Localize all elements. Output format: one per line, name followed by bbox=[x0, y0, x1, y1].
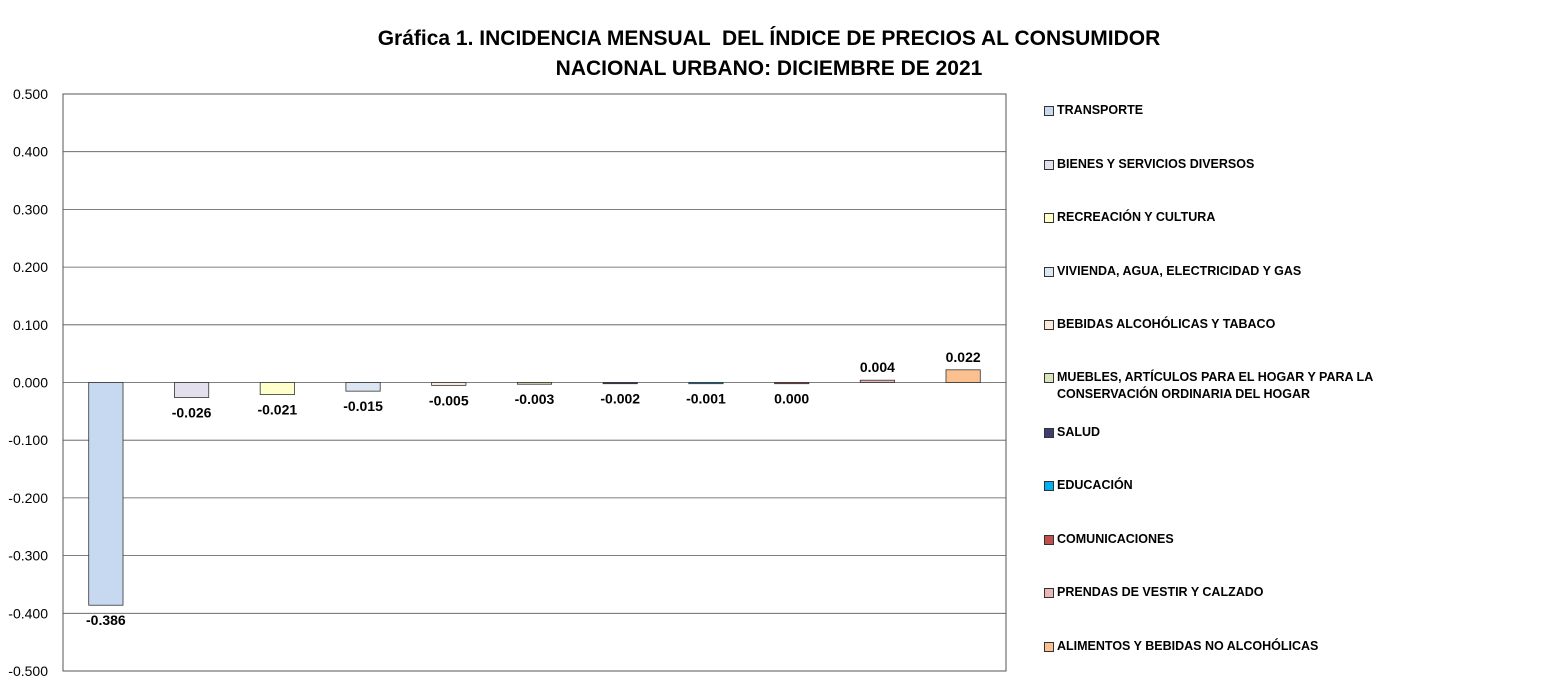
bar-7 bbox=[603, 383, 637, 384]
legend-swatch bbox=[1044, 481, 1054, 491]
y-tick-label: -0.400 bbox=[8, 605, 48, 622]
legend-swatch bbox=[1044, 535, 1054, 545]
legend-item-11 bbox=[1044, 638, 1457, 655]
legend-swatch bbox=[1044, 320, 1054, 330]
legend-item-6 bbox=[1044, 369, 1457, 403]
legend-swatch bbox=[1044, 106, 1054, 116]
y-tick-label: 0.500 bbox=[12, 86, 48, 102]
y-tick-label: 0.100 bbox=[12, 316, 48, 333]
data-label-2: -0.026 bbox=[171, 404, 212, 421]
bar-9 bbox=[775, 383, 809, 384]
data-label-4: -0.015 bbox=[343, 398, 383, 415]
data-label-9: 0.000 bbox=[774, 390, 810, 407]
data-label-1: -0.386 bbox=[86, 612, 126, 629]
y-tick-label: 0.300 bbox=[12, 201, 48, 218]
bar-11 bbox=[946, 370, 980, 383]
bar-3 bbox=[260, 383, 294, 395]
legend-label: BIENES Y SERVICIOS DIVERSOS bbox=[1057, 157, 1255, 171]
bar-1 bbox=[89, 383, 123, 606]
legend-swatch bbox=[1044, 428, 1054, 438]
y-tick-label: 0.400 bbox=[12, 143, 48, 160]
chart-title-line-1: Gráfica 1. INCIDENCIA MENSUAL DEL ÍNDICE DE PRECIOS AL CONSUMIDOR bbox=[377, 27, 1161, 50]
legend-swatch bbox=[1044, 373, 1054, 383]
legend-item-1 bbox=[1044, 102, 1457, 119]
y-tick-label: 0.200 bbox=[12, 259, 48, 276]
legend-swatch bbox=[1044, 213, 1054, 223]
y-tick-label: 0.000 bbox=[12, 374, 48, 391]
legend-item-5 bbox=[1044, 316, 1457, 333]
legend-item-2 bbox=[1044, 156, 1457, 173]
y-tick-label: -0.200 bbox=[8, 489, 48, 506]
data-label-6: -0.003 bbox=[514, 391, 555, 408]
legend-label: ALIMENTOS Y BEBIDAS NO ALCOHÓLICAS bbox=[1057, 639, 1319, 653]
bar-4 bbox=[346, 383, 380, 392]
chart-title-line-2: NACIONAL URBANO: DICIEMBRE DE 2021 bbox=[555, 57, 983, 80]
data-label-8: -0.001 bbox=[686, 390, 726, 407]
data-label-3: -0.021 bbox=[257, 401, 298, 418]
data-label-5: -0.005 bbox=[428, 392, 469, 409]
legend-label: PRENDAS DE VESTIR Y CALZADO bbox=[1057, 585, 1264, 599]
legend-label: VIVIENDA, AGUA, ELECTRICIDAD Y GAS bbox=[1057, 264, 1302, 278]
legend-label: SALUD bbox=[1057, 425, 1101, 439]
legend-label: TRANSPORTE bbox=[1057, 103, 1144, 117]
legend-item-3 bbox=[1044, 209, 1457, 226]
bar-6 bbox=[517, 383, 551, 385]
legend-item-4 bbox=[1044, 263, 1457, 280]
bar-2 bbox=[174, 383, 208, 398]
legend-label: RECREACIÓN Y CULTURA bbox=[1057, 210, 1216, 224]
bar-10 bbox=[860, 380, 894, 382]
legend-item-8 bbox=[1044, 477, 1457, 494]
legend-swatch bbox=[1044, 588, 1054, 598]
bar-8 bbox=[689, 383, 723, 384]
bar-5 bbox=[432, 383, 466, 386]
y-tick-label: -0.300 bbox=[8, 547, 48, 564]
legend-item-9 bbox=[1044, 531, 1457, 548]
legend-label: EDUCACIÓN bbox=[1057, 478, 1133, 492]
data-label-7: -0.002 bbox=[600, 390, 641, 407]
legend-label: COMUNICACIONES bbox=[1057, 532, 1174, 546]
y-tick-label: -0.100 bbox=[8, 432, 48, 449]
data-label-11: 0.022 bbox=[945, 348, 981, 365]
legend-item-10 bbox=[1044, 584, 1457, 601]
legend-label: MUEBLES, ARTÍCULOS PARA EL HOGAR Y PARA LA CONSERVACIÓN ORDINARIA DEL HOGAR bbox=[1057, 370, 1373, 401]
y-tick-label: -0.500 bbox=[8, 663, 48, 679]
legend-swatch bbox=[1044, 642, 1054, 652]
legend-item-7 bbox=[1044, 424, 1457, 441]
legend-swatch bbox=[1044, 267, 1054, 277]
data-label-10: 0.004 bbox=[859, 359, 895, 376]
legend-label: BEBIDAS ALCOHÓLICAS Y TABACO bbox=[1057, 317, 1276, 331]
legend-swatch bbox=[1044, 160, 1054, 170]
